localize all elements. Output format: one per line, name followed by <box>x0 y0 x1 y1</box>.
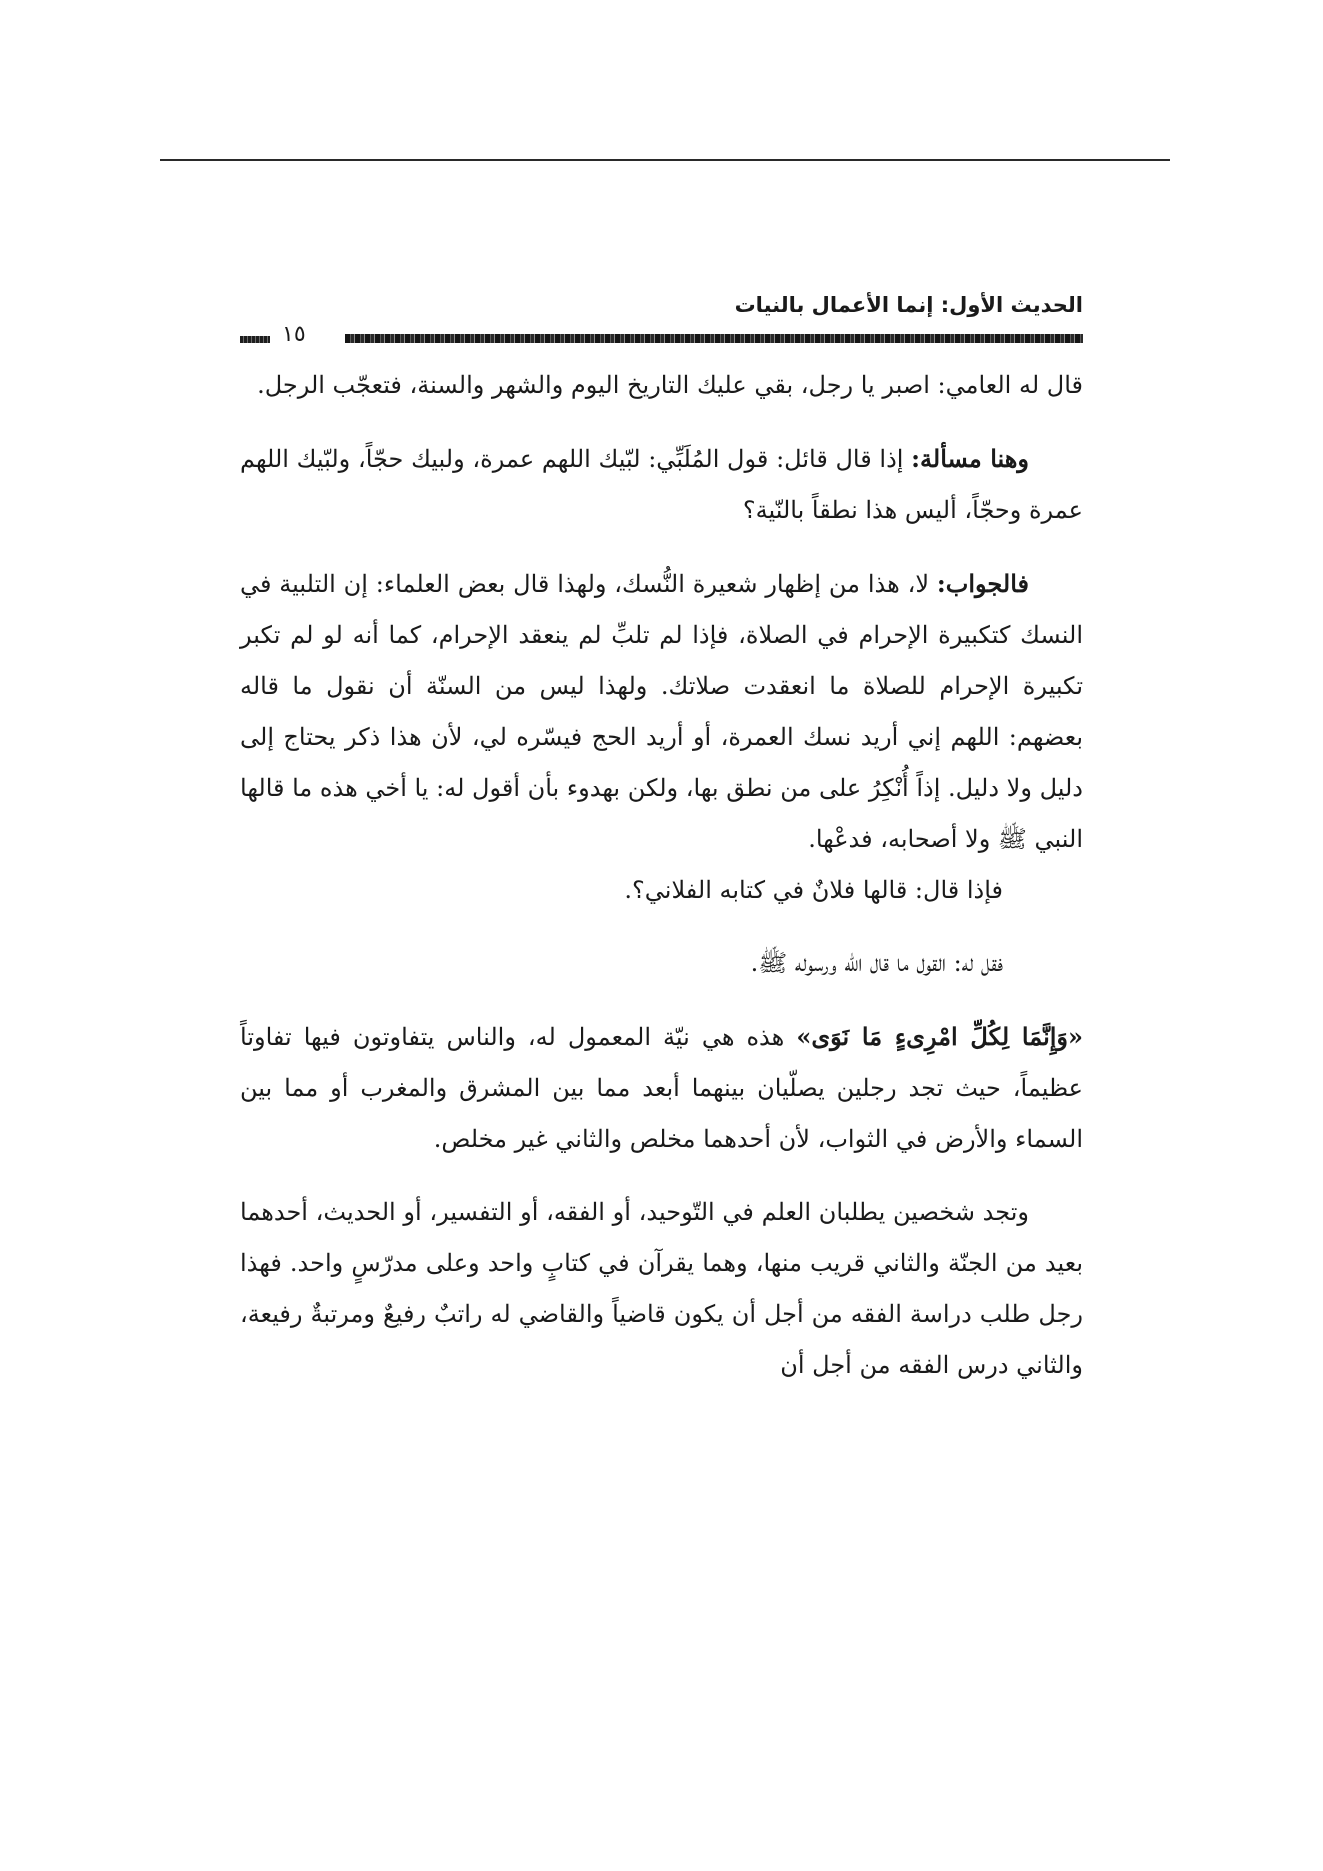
paragraph-3 <box>240 558 1083 865</box>
paragraph-5-text: فقل له: القول ما قال الله ورسوله ﷺ. <box>750 949 1003 977</box>
paragraph-7 <box>240 1187 1083 1391</box>
paragraph-4-text: فإذا قال: قالها فلانٌ في كتابه الفلاني؟. <box>624 876 1003 904</box>
header-decorative-rule <box>345 334 1083 343</box>
paragraph-6 <box>240 1011 1083 1165</box>
paragraph-2 <box>240 433 1083 536</box>
page-number-ornament <box>240 336 270 343</box>
chapter-title: الحديث الأول: إنما الأعمال بالنيات <box>734 293 1083 317</box>
header-rule-row <box>240 322 1083 348</box>
running-head <box>240 290 1083 350</box>
paragraph-1-text: قال له العامي: اصبر يا رجل، بقي عليك التاريخ اليوم والشهر والسنة، فتعجّب الرجل. <box>257 371 1083 399</box>
paragraph-5 <box>240 938 1083 989</box>
top-rule <box>160 159 1170 161</box>
paragraph-2-lead: وهنا مسألة: <box>911 444 1030 473</box>
paragraph-4 <box>240 865 1083 916</box>
paragraph-7-text: وتجد شخصين يطلبان العلم في التّوحيد، أو الفقه، أو التفسير، أو الحديث، أحدهما بعيد من الجنّة والثاني قريب منها، وهما يقرآن في كتابٍ واحد وعلى مدرّسٍ واحد. فهذا رجل طلب دراسة الفقه من أجل أن يكون قاضياً والقاضي له راتبٌ رفيعٌ ومرتبةٌ رفيعة، والثاني درس الفقه من أجل أن <box>240 1198 1084 1379</box>
paragraph-3-text: لا، هذا من إظهار شعيرة النُّسك، ولهذا قال بعض العلماء: إن التلبية في النسك كتكبيرة الإحرام في الصلاة، فإذا لم تلبِّ لم ينعقد الإحرام، كما أنه لو لم تكبر تكبيرة الإحرام للصلاة ما انعقدت صلاتك. ولهذا ليس من السنّة أن نقول ما قاله بعضهم: اللهم إني أريد نسك العمرة، أو أريد الحج فيسّره لي، لأن هذا ذكر يحتاج إلى دليل ولا دليل. إذاً أُنْكِرُ على من نطق بها، ولكن بهدوء بأن أقول له: يا أخي هذه ما قالها النبي ﷺ ولا أصحابه، فدعْها. <box>240 570 1083 853</box>
page-number: ١٥ <box>282 322 306 347</box>
paragraph-1 <box>240 360 1083 411</box>
page-body <box>240 360 1083 1391</box>
paragraph-2-text: إذا قال قائل: قول المُلَبِّي: لبّيك اللهم عمرة، ولبيك حجّاً، ولبّيك اللهم عمرة وحجّاً، أليس هذا نطقاً بالنّية؟ <box>240 445 1083 524</box>
paragraph-6-text: هذه هي نيّة المعمول له، والناس يتفاوتون فيها تفاوتاً عظيماً، حيث تجد رجلين يصلّيان بينهما أبعد مما بين المشرق والمغرب أو مما بين السماء والأرض في الثواب، لأن أحدهما مخلص والثاني غير مخلص. <box>240 1023 1083 1153</box>
paragraph-3-lead: فالجواب: <box>936 569 1029 598</box>
hadith-quote: «وَإِنَّمَا لِكُلِّ امْرِىءٍ مَا نَوَى» <box>796 1022 1084 1051</box>
